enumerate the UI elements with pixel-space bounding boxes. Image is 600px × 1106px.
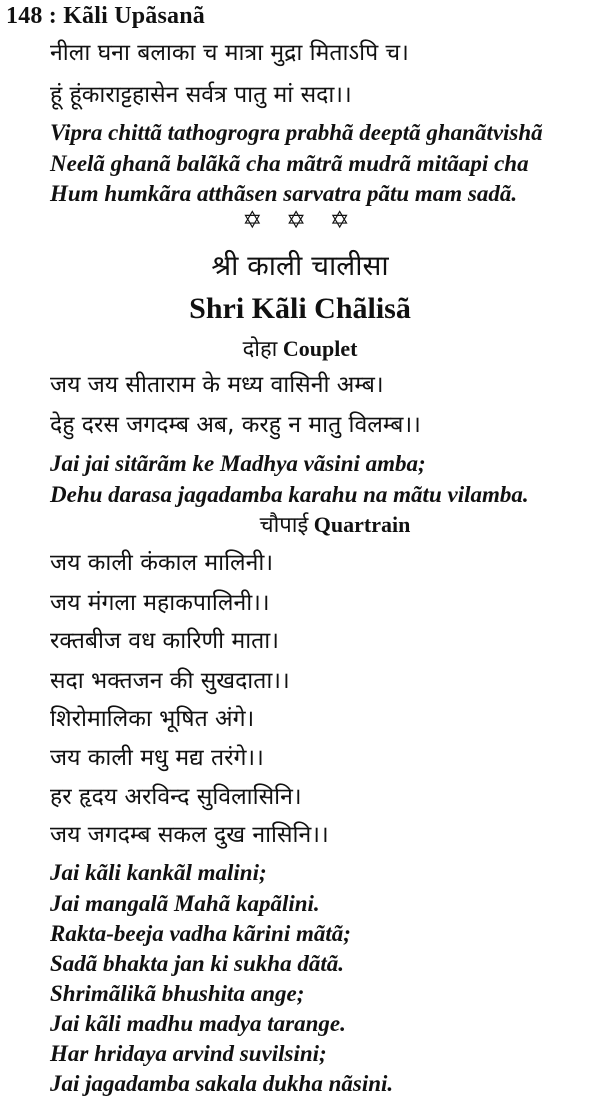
doha-heading-english: Couplet [282,336,358,361]
verse-line-roman: Hum humkãra atthãsen sarvatra pãtu mam sadã. [50,181,518,206]
chaupai-line-roman: Jai mangalã Mahã kapãlini. [50,891,320,916]
chaupai-heading-english: Quartrain [313,512,411,537]
doha-line-hindi: जय जय सीताराम के मध्य वासिनी अम्ब। [50,372,384,398]
chaupai-heading [0,514,600,537]
doha-line-hindi: देहु दरस जगदम्ब अब, करहु न मातु विलम्ब।। [50,412,421,438]
verse-line-roman: Neelã ghanã balãkã cha mãtrã mudrã mitãapi cha [50,151,529,176]
chaupai-line-hindi: जय काली कंकाल मालिनी। [50,550,274,576]
chaupai-line-roman: Jai jagadamba sakala dukha nãsini. [50,1071,394,1096]
doha-heading-hindi: दोहा [242,337,278,362]
page-header: 148 : Kãli Upãsanã [6,3,205,29]
star-divider-icon: ✡ ✡ ✡ [242,206,358,234]
chaupai-line-roman: Jai kãli kankãl malini; [50,860,267,885]
verse-line-hindi: नीला घना बलाका च मात्रा मुद्रा मिताऽपि च। [50,40,409,66]
doha-line-roman: Jai jai sitãrãm ke Madhya vãsini amba; [50,451,426,476]
chaupai-line-hindi: जय काली मधु मद्य तरंगे।। [50,745,264,771]
doha-line-roman: Dehu darasa jagadamba karahu na mãtu vilamba. [50,482,529,507]
chaupai-line-hindi: शिरोमालिका भूषित अंगे। [50,706,255,732]
chalisa-title-english: Shri Kãli Chãlisã [189,292,411,325]
chaupai-line-hindi: जय जगदम्ब सकल दुख नासिनि।। [50,822,329,848]
chaupai-heading-hindi: चौपाई [259,513,309,538]
verse-line-roman: Vipra chittã tathogrogra prabhã deeptã ghanãtvishã [50,120,543,145]
chaupai-line-roman: Har hridaya arvind suvilsini; [50,1041,327,1066]
chaupai-line-roman: Rakta-beeja vadha kãrini mãtã; [50,921,351,946]
chaupai-line-hindi: रक्तबीज वध कारिणी माता। [50,628,279,654]
chaupai-line-hindi: सदा भक्तजन की सुखदाता।। [50,668,290,694]
verse-line-hindi: हूं हूंकाराट्टहासेन सर्वत्र पातु मां सदा।। [50,82,352,108]
chaupai-line-roman: Shrimãlikã bhushita ange; [50,981,305,1006]
chalisa-title-hindi: श्री काली चालीसा [211,249,389,282]
chaupai-line-hindi: हर हृदय अरविन्द सुविलासिनि। [50,784,302,810]
doha-heading [0,338,600,361]
chaupai-line-hindi: जय मंगला महाकपालिनी।। [50,590,270,616]
chaupai-line-roman: Jai kãli madhu madya tarange. [50,1011,346,1036]
chaupai-line-roman: Sadã bhakta jan ki sukha dãtã. [50,951,344,976]
